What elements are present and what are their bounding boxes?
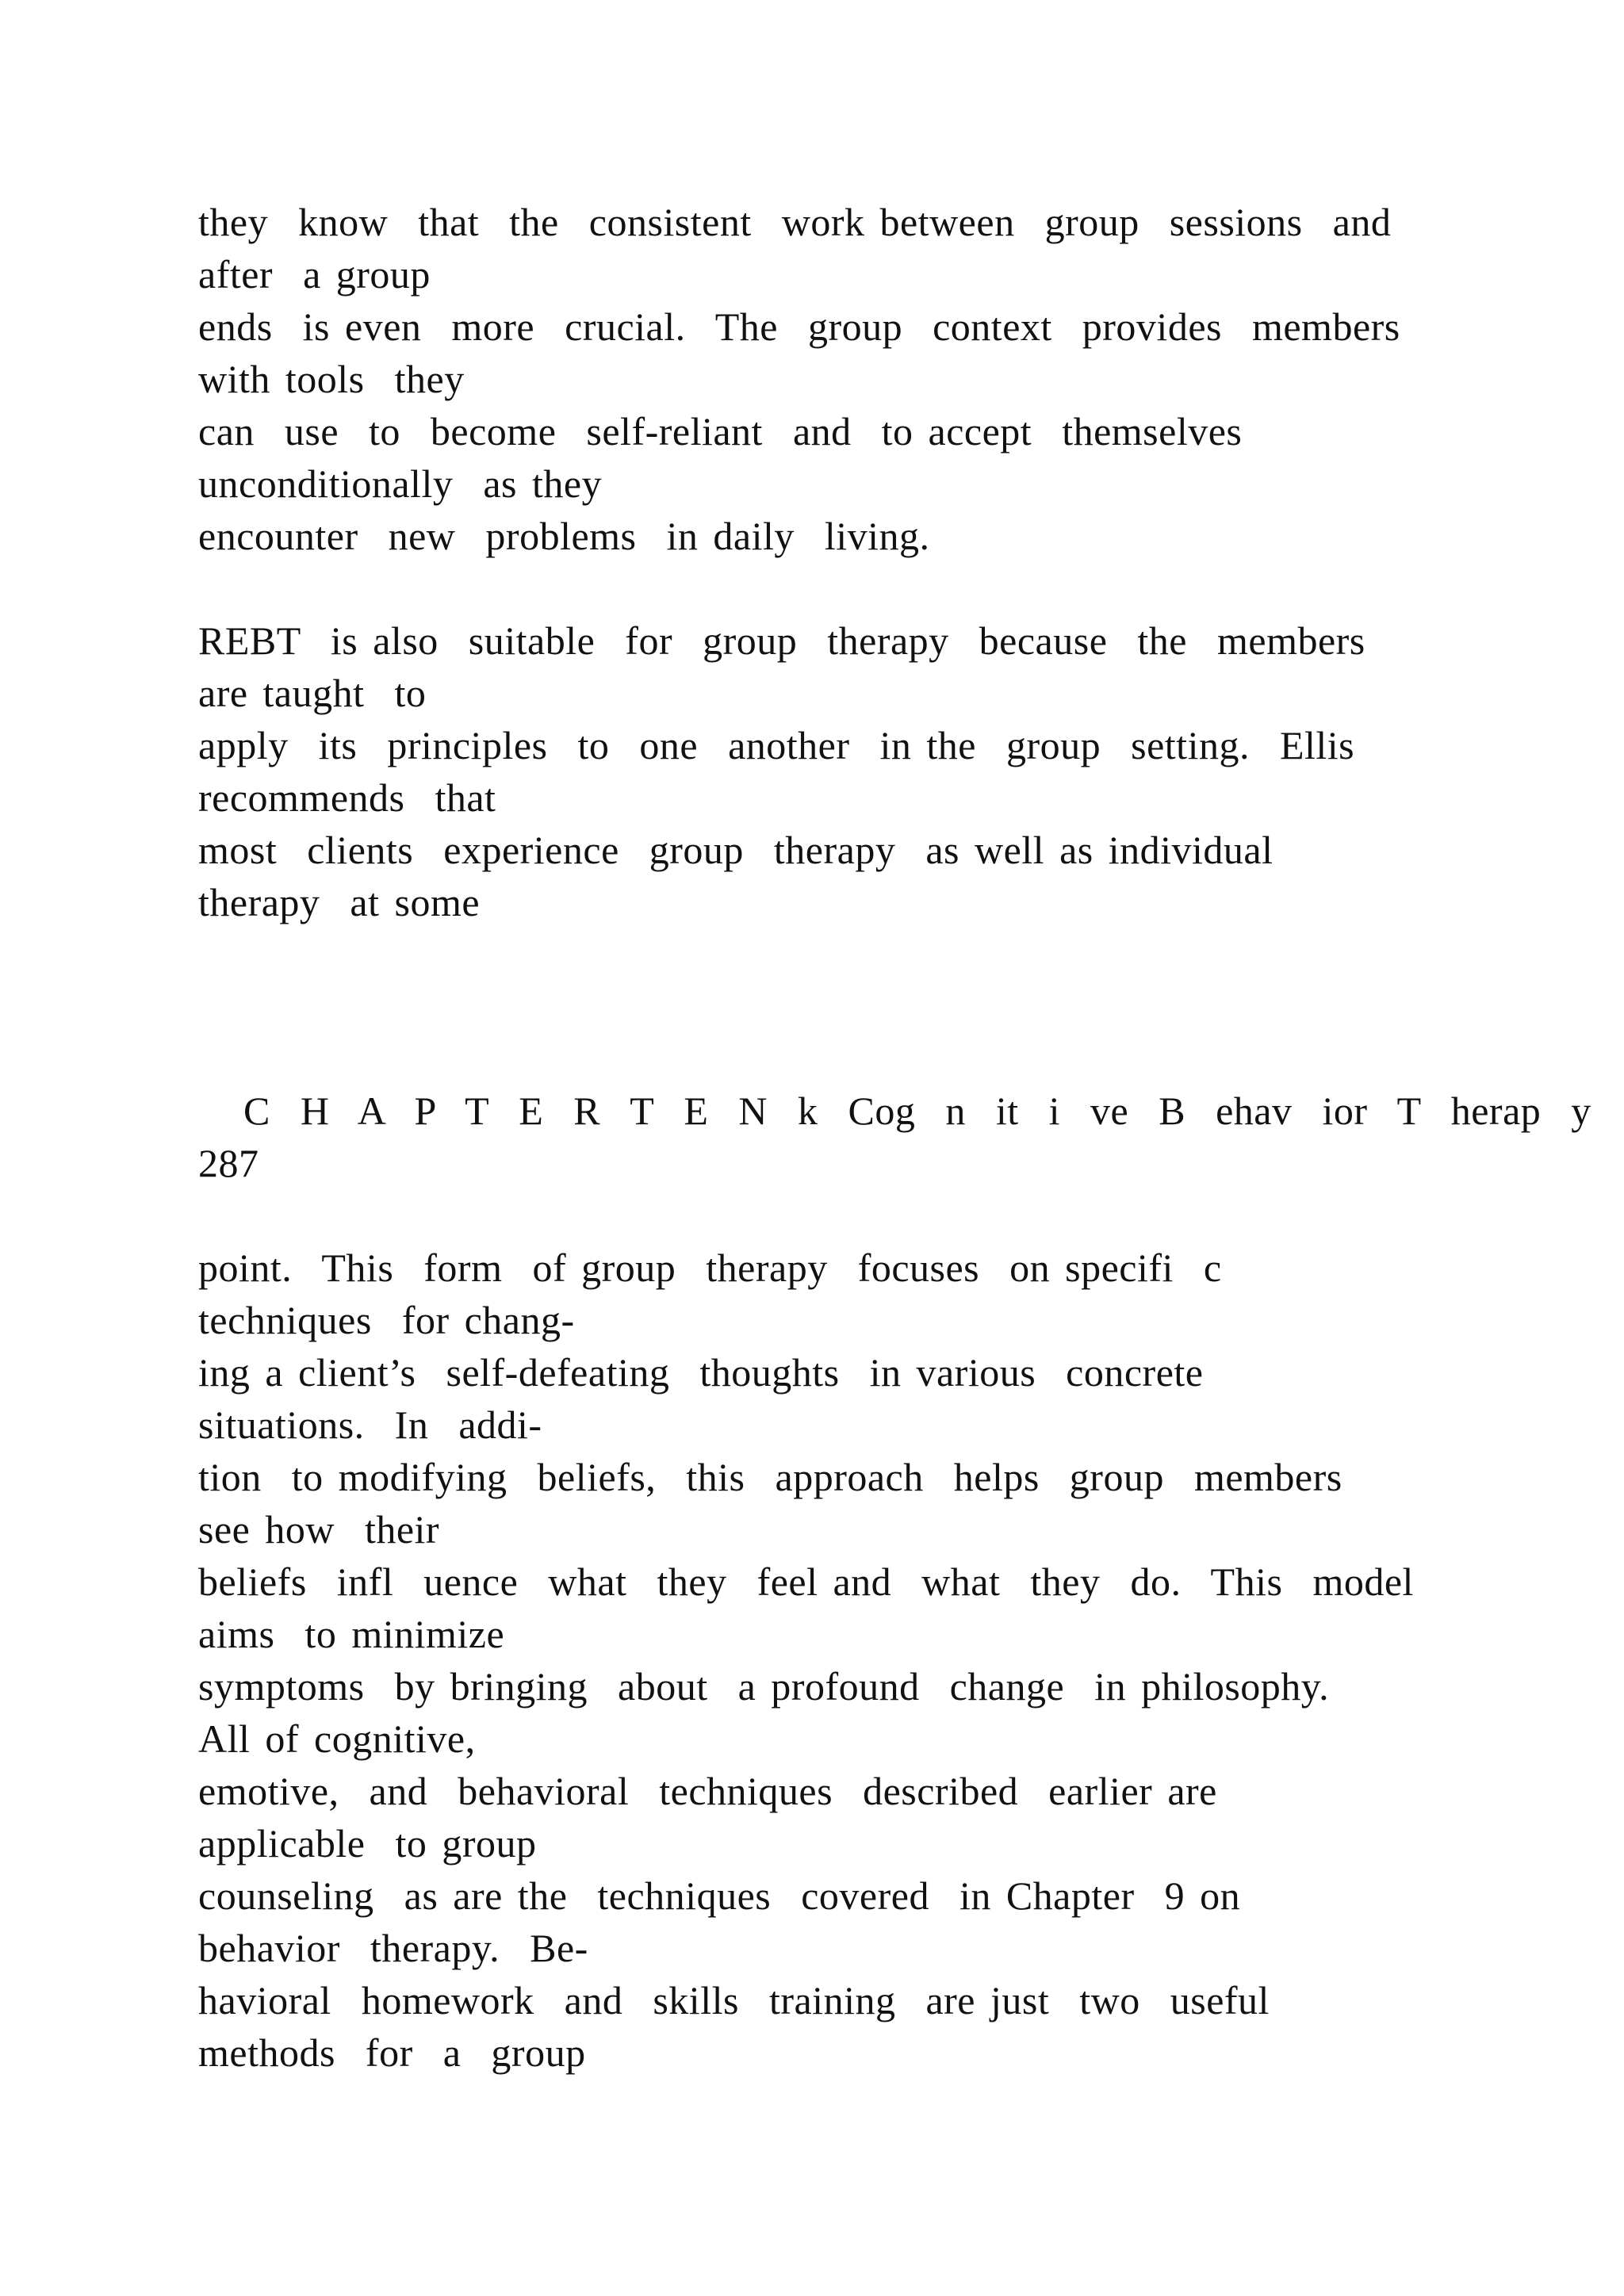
text-line: counseling as are the techniques covered in Chapter 9 on [198,1873,1241,1918]
text-line: techniques for chang- [198,1298,575,1342]
running-header [198,1085,1591,1189]
text-line: with tools they [198,357,465,401]
text-line: most clients experience group therapy as well as individual [198,828,1274,872]
text-line: aims to minimize [198,1612,505,1656]
text-line: tion to modifying beliefs, this approach helps group members [198,1455,1342,1499]
paragraph-techniques [198,1242,1467,2079]
text-line: applicable to group [198,1821,537,1866]
text-line: unconditionally as they [198,461,603,506]
text-line: havioral homework and skills training are just two useful [198,1978,1270,2022]
text-line: emotive, and behavioral techniques described earlier are [198,1769,1217,1813]
text-line: beliefs infl uence what they feel and what they do. This model [198,1559,1414,1604]
text-line: can use to become self-reliant and to accept themselves [198,409,1243,453]
text-line: point. This form of group therapy focuses on specifi c [198,1246,1222,1290]
text-line: recommends that [198,775,496,820]
text-line: behavior therapy. Be- [198,1926,588,1970]
text-line: after a group [198,252,431,297]
page-number: 287 [198,1141,259,1185]
text-line: see how their [198,1507,440,1552]
text-line: All of cognitive, [198,1716,476,1761]
text-line: symptoms by bringing about a profound change in philosophy. [198,1664,1330,1709]
text-line: therapy at some [198,880,481,924]
text-line: are taught to [198,671,427,715]
text-line: methods for a group [198,2030,586,2075]
text-line: REBT is also suitable for group therapy because the members [198,618,1365,663]
text-line: they know that the consistent work between group sessions and [198,200,1392,244]
text-line: situations. In addi- [198,1402,542,1447]
paragraph-rebt-group-therapy [198,614,1467,928]
text-line: ing a client’s self-defeating thoughts in various concrete [198,1350,1204,1395]
chapter-title: C H A P T E R T E N k Cog n it i ve B ehav ior T herap y [198,1089,1591,1133]
text-line: encounter new problems in daily living. [198,514,930,558]
text-line: ends is even more crucial. The group context provides members [198,304,1400,349]
text-line: apply its principles to one another in the group setting. Ellis [198,723,1355,767]
paragraph-group-context [198,196,1467,562]
